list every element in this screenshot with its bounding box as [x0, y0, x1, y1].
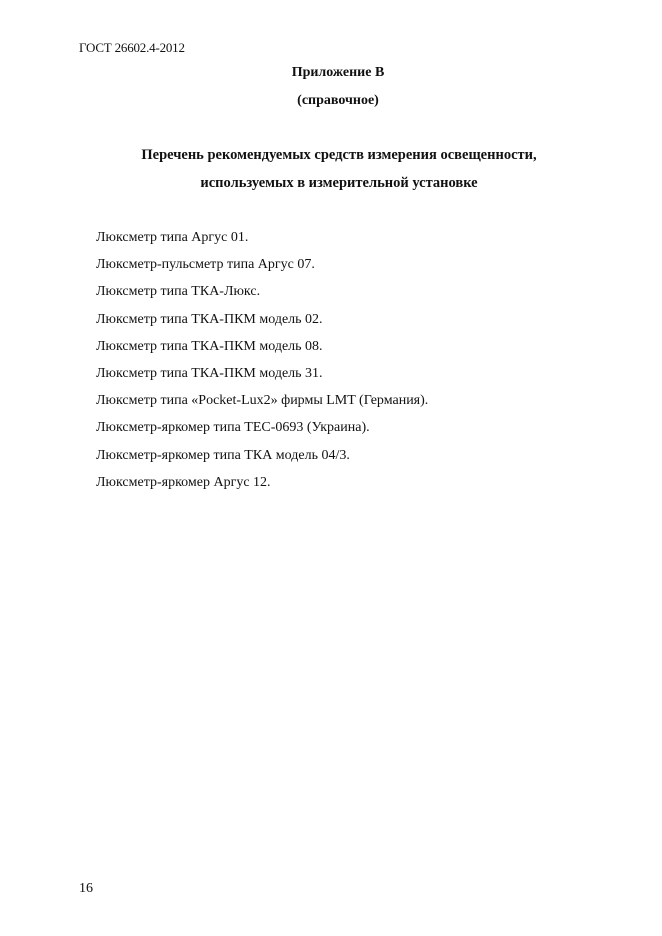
list-item: Люксметр-пульсметр типа Аргус 07.	[96, 257, 315, 273]
list-item: Люксметр типа ТКА-ПКМ модель 08.	[96, 338, 323, 354]
list-item: Люксметр-яркомер типа ТКА модель 04/3.	[96, 447, 350, 463]
list-item: Люксметр-яркомер типа ТЕС-0693 (Украина).	[96, 420, 370, 436]
list-item: Люксметр типа Аргус 01.	[96, 230, 249, 245]
standard-code: ГОСТ 26602.4-2012	[79, 40, 185, 55]
appendix-subtitle: (справочное)	[297, 93, 379, 108]
list-item: Люксметр-яркомер Аргус 12.	[96, 474, 271, 490]
list-item: Люксметр типа ТКА-Люкс.	[96, 284, 261, 300]
list-item: Люксметр типа ТКА-ПКМ модель 02.	[96, 311, 323, 327]
appendix-title: Приложение В	[291, 65, 385, 80]
list-item: Люксметр типа ТКА-ПКМ модель 31.	[96, 365, 323, 381]
instrument-list	[96, 229, 428, 501]
page-number: 16	[79, 881, 93, 896]
list-heading-line-1: Перечень рекомендуемых средств измерения освещенности,	[141, 147, 537, 163]
list-heading-line-2: используемых в измерительной установке	[200, 175, 478, 191]
list-item: Люксметр типа «Pocket-Lux2» фирмы LMT (Германия).	[96, 393, 429, 409]
